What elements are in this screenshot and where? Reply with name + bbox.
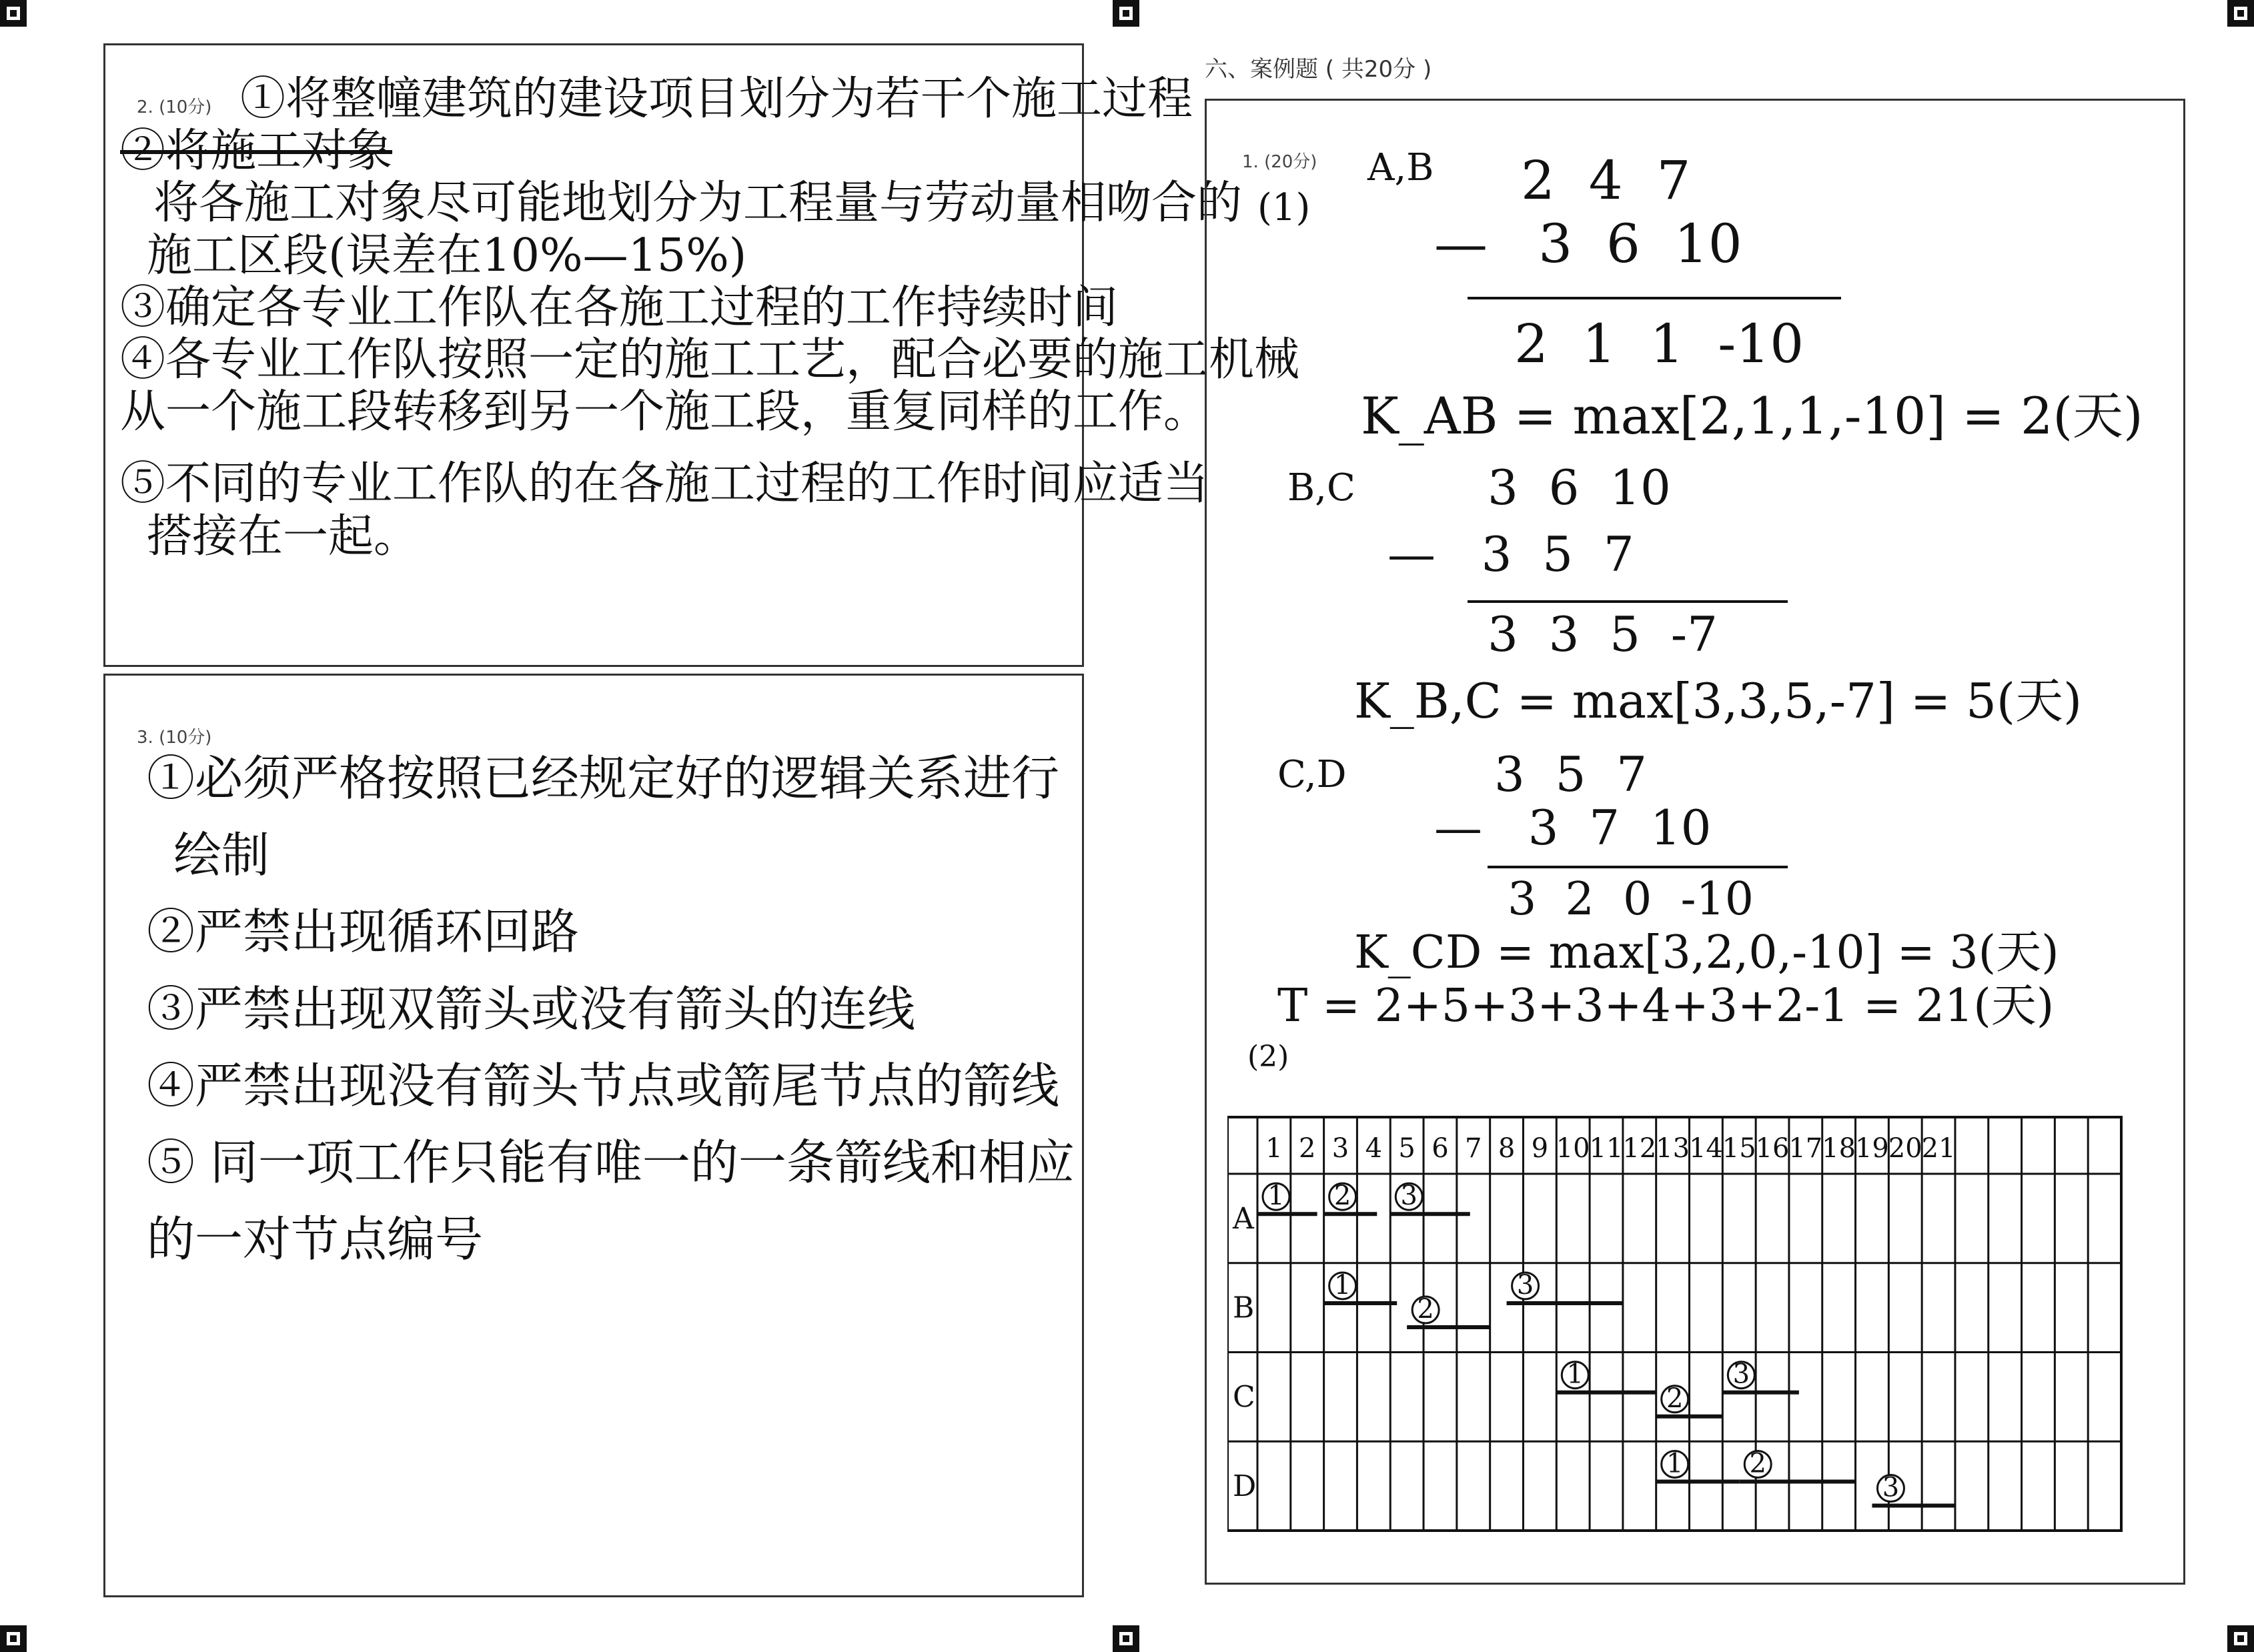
- bc-row-2: — 3 5 7: [1387, 526, 1634, 582]
- q3-line-2: 绘制: [173, 827, 270, 884]
- k-bc-formula: K_B,C = max[3,3,5,-7] = 5(天): [1354, 673, 2083, 729]
- gantt-day-label: 16: [1755, 1133, 1790, 1164]
- q2-line-3: 将各施工对象尽可能地划分为工程量与劳动量相吻合的: [153, 177, 1243, 230]
- gantt-bar-tag: 2: [1749, 1448, 1766, 1479]
- question-3-answer: [147, 740, 1075, 1278]
- gantt-day-label: 15: [1722, 1133, 1756, 1164]
- question-2-label: 2. (10分): [137, 97, 212, 117]
- case-1-label: 1. (20分): [1242, 152, 1317, 172]
- gantt-bar-tag: 2: [1417, 1294, 1434, 1325]
- gantt-day-label: 7: [1465, 1133, 1482, 1164]
- gantt-day-label: 13: [1656, 1133, 1690, 1164]
- q2-line-6: ④各专业工作队按照一定的施工工艺，配合必要的施工机械: [120, 333, 1300, 386]
- gantt-row-label: C: [1233, 1380, 1255, 1415]
- cd-divider: [1488, 866, 1788, 868]
- cd-row-3: 3 2 0 -10: [1508, 873, 1754, 926]
- gantt-day-label: 1: [1265, 1133, 1283, 1164]
- gantt-bar-tag: 3: [1732, 1359, 1750, 1390]
- gantt-row-label: B: [1233, 1291, 1255, 1325]
- case-part-2-marker: (2): [1247, 1040, 1289, 1074]
- gantt-day-label: 14: [1688, 1133, 1723, 1164]
- k-cd-formula: K_CD = max[3,2,0,-10] = 3(天): [1354, 926, 2059, 979]
- q2-line-7: 从一个施工段转移到另一个施工段，重复同样的工作。: [120, 385, 1209, 439]
- gantt-day-label: 3: [1331, 1133, 1349, 1164]
- marker-bl: [0, 1625, 27, 1652]
- marker-br: [2227, 1625, 2254, 1652]
- gantt-day-label: 19: [1854, 1133, 1889, 1164]
- gantt-day-label: 21: [1921, 1133, 1956, 1164]
- question-2-answer: [120, 73, 1299, 563]
- k-ab-formula: K_AB = max[2,1,1,-10] = 2(天): [1361, 386, 2143, 446]
- gantt-day-label: 17: [1788, 1133, 1823, 1164]
- gantt-day-label: 10: [1556, 1133, 1590, 1164]
- ab-row-2: — 3 6 10: [1434, 213, 1742, 275]
- q2-line-4: 施工区段(误差在10%—15%): [147, 229, 747, 282]
- cd-label: C,D: [1277, 753, 1347, 796]
- cd-row-1: 3 5 7: [1494, 746, 1647, 802]
- gantt-day-label: 4: [1365, 1133, 1383, 1164]
- gantt-day-label: 2: [1298, 1133, 1316, 1164]
- gantt-day-label: 6: [1432, 1133, 1449, 1164]
- gantt-bar-tag: 3: [1516, 1269, 1534, 1301]
- gantt-bar-tag: 1: [1566, 1359, 1584, 1390]
- marker-tr: [2227, 0, 2254, 27]
- gantt-bar-tag: 2: [1333, 1180, 1351, 1212]
- gantt-day-label: 20: [1888, 1133, 1922, 1164]
- gantt-day-label: 11: [1589, 1133, 1624, 1164]
- q3-line-5: ④严禁出现没有箭头节点或箭尾节点的箭线: [147, 1057, 1060, 1114]
- bc-divider: [1468, 600, 1788, 603]
- q3-line-6: ⑤ 同一项工作只能有唯一的一条箭线和相应: [147, 1134, 1075, 1190]
- q3-line-4: ③严禁出现双箭头或没有箭头的连线: [147, 980, 916, 1037]
- gantt-day-label: 18: [1822, 1133, 1856, 1164]
- total-duration-formula: T = 2+5+3+3+4+3+2-1 = 21(天): [1277, 980, 2055, 1032]
- gantt-row-label: A: [1233, 1201, 1254, 1236]
- bc-row-3: 3 3 5 -7: [1488, 606, 1718, 662]
- gantt-day-label: 8: [1498, 1133, 1516, 1164]
- ab-label: A,B: [1367, 146, 1434, 189]
- gantt-bar-tag: 1: [1666, 1448, 1684, 1479]
- q2-line-5: ③确定各专业工作队在各施工过程的工作持续时间: [120, 281, 1119, 334]
- ab-row-3: 2 1 1 -10: [1514, 313, 1804, 375]
- gantt-svg: [1227, 1114, 2161, 1541]
- cd-row-2: — 3 7 10: [1434, 800, 1712, 856]
- bc-row-1: 3 6 10: [1488, 460, 1671, 516]
- marker-bm: [1113, 1625, 1139, 1652]
- ab-divider: [1468, 297, 1841, 299]
- bc-label: B,C: [1287, 466, 1355, 510]
- gantt-bar-tag: 1: [1267, 1180, 1285, 1212]
- ab-row-1: 2 4 7: [1521, 149, 1691, 211]
- gantt-bar-tag: 3: [1400, 1180, 1418, 1212]
- q2-line-9: 搭接在一起。: [147, 510, 420, 563]
- q2-line-1: ①将整幢建筑的建设项目划分为若干个施工过程: [240, 73, 1193, 125]
- gantt-bar-tag: 2: [1666, 1383, 1684, 1414]
- q3-line-3: ②严禁出现循环回路: [147, 904, 580, 960]
- q2-line-8: ⑤不同的专业工作队的在各施工过程的工作时间应适当: [120, 458, 1209, 511]
- marker-tm: [1113, 0, 1139, 27]
- marker-tl: [0, 0, 27, 27]
- gantt-row-label: D: [1233, 1469, 1257, 1504]
- question-3-label: 3. (10分): [137, 728, 212, 748]
- q3-line-1: ①必须严格按照已经规定好的逻辑关系进行: [147, 750, 1060, 806]
- gantt-day-label: 12: [1622, 1133, 1657, 1164]
- gantt-bar-tag: 3: [1882, 1472, 1900, 1503]
- gantt-chart: [1227, 1114, 2161, 1541]
- gantt-bar-tag: 1: [1333, 1269, 1351, 1301]
- section-title: 六、案例题 ( 共20分 ): [1205, 56, 1432, 83]
- q3-line-7: 的一对节点编号: [147, 1211, 484, 1268]
- case-part-1-marker: (1): [1257, 186, 1311, 229]
- gantt-day-label: 5: [1398, 1133, 1416, 1164]
- gantt-day-label: 9: [1531, 1133, 1549, 1164]
- q2-line-2: ②将施工对象: [120, 125, 393, 178]
